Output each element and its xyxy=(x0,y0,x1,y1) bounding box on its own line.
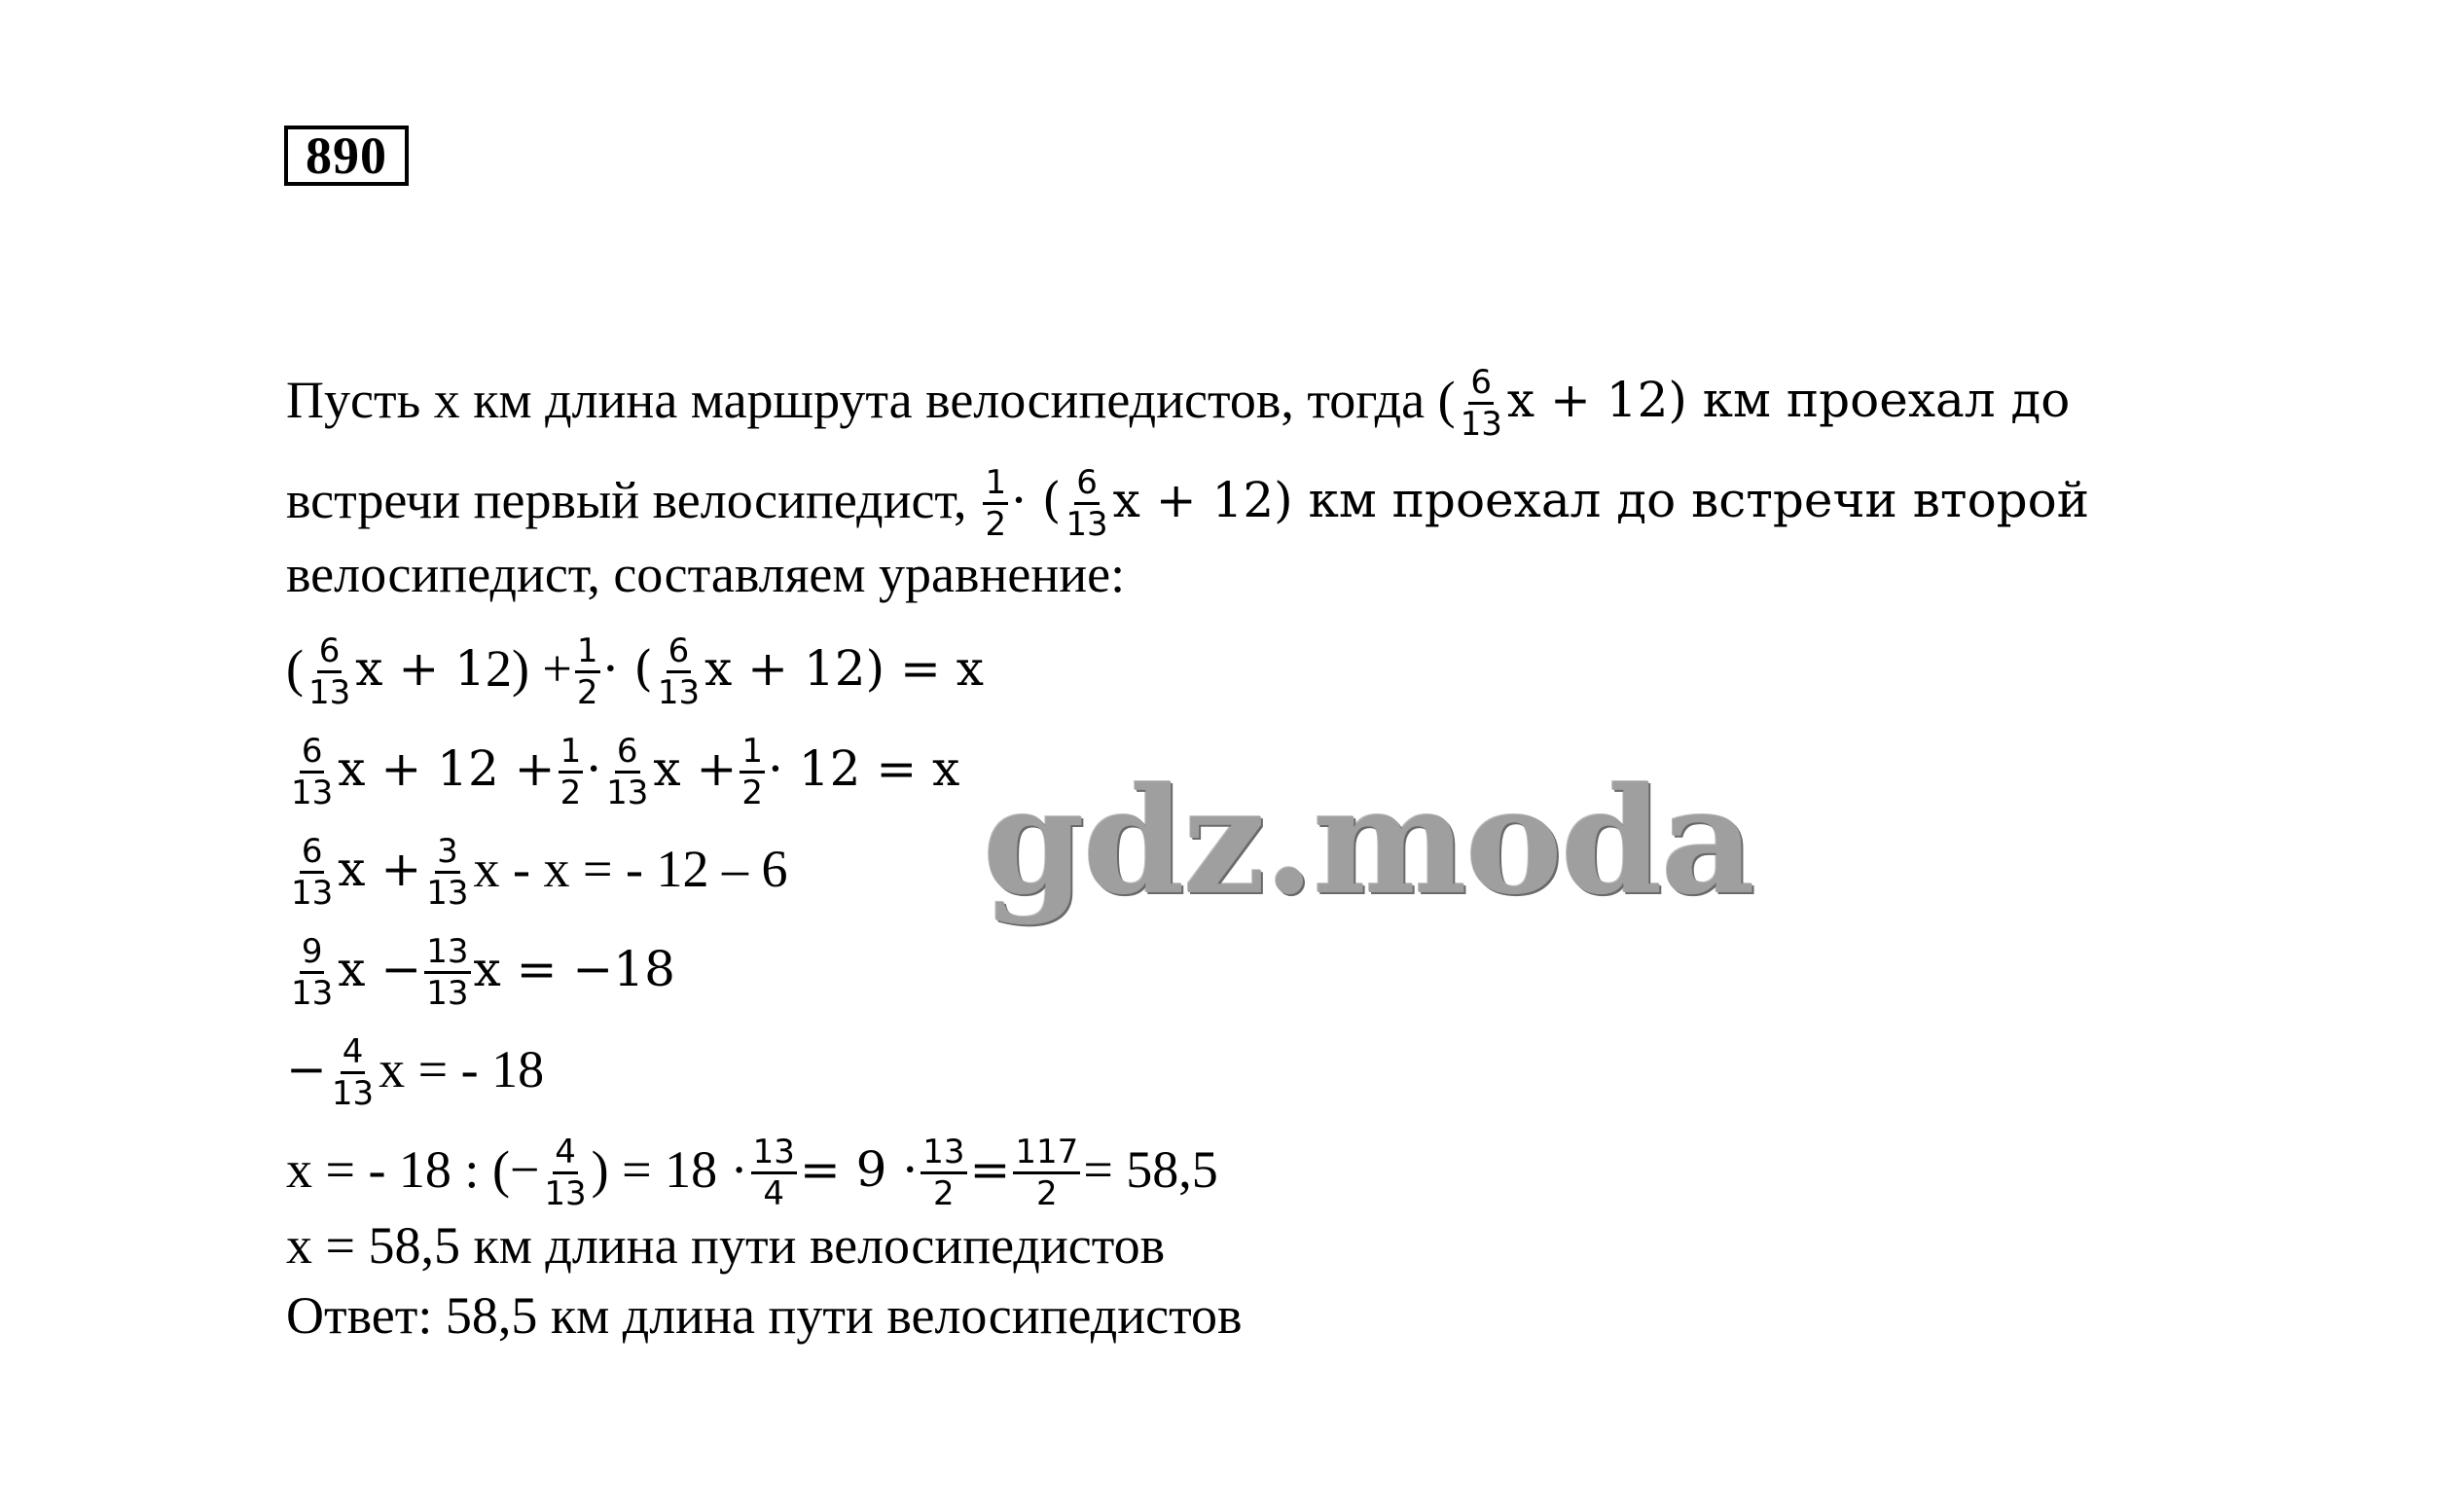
fraction-13-2 xyxy=(921,1133,966,1213)
fraction-denominator: 13 xyxy=(291,874,334,913)
eq3-part-b: x - x = - 12 – 6 xyxy=(473,839,788,898)
eq1-part-e: x + 12) = x xyxy=(704,639,984,697)
fraction-numerator: 6 xyxy=(300,832,325,874)
fraction-4-13 xyxy=(542,1133,588,1213)
fraction-denominator: 2 xyxy=(560,774,582,812)
eq2-part-c: x + xyxy=(653,739,738,797)
fraction-numerator: 117 xyxy=(1013,1133,1080,1174)
fraction-numerator: 6 xyxy=(615,732,640,774)
intro-line-1 xyxy=(286,359,2071,444)
intro-text-2b: · ( xyxy=(1011,471,1062,528)
intro-text-1a: Пусть х км длина маршрута велосипедистов, тогда ( xyxy=(286,370,1456,429)
fraction-1-2 xyxy=(559,732,584,812)
eq2-part-a: x + 12 + xyxy=(338,739,556,797)
eq5-part-a: − xyxy=(286,1040,327,1098)
task-number: 890 xyxy=(284,126,409,186)
eq1-part-c: 2) + xyxy=(485,638,572,698)
eq3-part-a: x + xyxy=(338,840,422,897)
intro-text-2a: встречи первый велосипедист, xyxy=(286,470,967,529)
intro-text-2c: x + 12) км проехал до встречи второй xyxy=(1112,471,2090,528)
equation-6 xyxy=(286,1129,1218,1213)
eq6-part-d: = xyxy=(969,1140,1011,1198)
intro-text-1b: x + 12) км проехал до xyxy=(1506,371,2071,428)
fraction-denominator: 2 xyxy=(576,673,598,712)
equation-5 xyxy=(286,1028,545,1113)
fraction-6-13 xyxy=(289,732,335,812)
fraction-numerator: 1 xyxy=(559,732,584,774)
fraction-denominator: 2 xyxy=(1036,1174,1058,1213)
fraction-1-2 xyxy=(740,732,765,812)
fraction-6-13 xyxy=(656,631,702,712)
fraction-numerator: 6 xyxy=(1468,363,1494,405)
fraction-6-13 xyxy=(289,832,335,913)
equation-4 xyxy=(286,928,675,1013)
equation-2 xyxy=(286,728,960,812)
intro-line-2 xyxy=(286,459,2090,544)
fraction-numerator: 13 xyxy=(921,1133,966,1174)
fraction-denominator: 13 xyxy=(307,673,351,712)
fraction-6-13 xyxy=(1064,463,1109,544)
fraction-numerator: 13 xyxy=(751,1133,797,1174)
fraction-denominator: 13 xyxy=(657,673,701,712)
fraction-numerator: 6 xyxy=(667,631,692,673)
fraction-denominator: 13 xyxy=(426,874,469,913)
fraction-denominator: 13 xyxy=(1065,505,1108,544)
eq6-part-b: ) = 18 · xyxy=(591,1139,748,1199)
eq2-part-d: · 12 = x xyxy=(768,739,960,797)
fraction-numerator: 6 xyxy=(1074,463,1100,505)
fraction-117-2 xyxy=(1013,1133,1080,1213)
fraction-1-2 xyxy=(983,463,1008,544)
eq6-part-a: x = - 18 : (− xyxy=(286,1139,540,1199)
eq1-part-d: · ( xyxy=(602,639,653,697)
fraction-denominator: 2 xyxy=(741,774,764,812)
fraction-numerator: 6 xyxy=(317,631,343,673)
equation-1 xyxy=(286,628,984,712)
fraction-denominator: 2 xyxy=(985,505,1007,544)
fraction-6-13 xyxy=(1459,363,1504,444)
fraction-denominator: 4 xyxy=(763,1174,785,1213)
fraction-numerator: 13 xyxy=(424,932,470,974)
result-line xyxy=(286,1216,1165,1275)
fraction-numerator: 3 xyxy=(435,832,460,874)
fraction-denominator: 13 xyxy=(426,974,469,1013)
eq1-part-a: ( xyxy=(286,638,304,698)
eq4-part-a: x − xyxy=(338,940,422,997)
equation-3 xyxy=(286,828,788,913)
fraction-numerator: 6 xyxy=(300,732,325,774)
fraction-9-13 xyxy=(289,932,335,1013)
fraction-numerator: 1 xyxy=(983,463,1008,505)
eq4-part-b: x = −18 xyxy=(473,940,675,997)
fraction-numerator: 1 xyxy=(740,732,765,774)
fraction-6-13 xyxy=(307,631,352,712)
answer-text: Ответ: 58,5 км длина пути велосипедистов xyxy=(286,1286,1243,1345)
fraction-denominator: 13 xyxy=(331,1074,375,1113)
fraction-numerator: 9 xyxy=(300,932,325,974)
eq2-part-b: · xyxy=(586,739,602,797)
fraction-1-2 xyxy=(575,631,600,712)
eq1-part-b: x + 1 xyxy=(355,639,486,697)
fraction-13-4 xyxy=(751,1133,797,1213)
fraction-denominator: 13 xyxy=(544,1174,587,1213)
fraction-numerator: 4 xyxy=(341,1032,366,1074)
watermark-logo: gdz.moda xyxy=(983,756,1754,927)
intro-text-3: велосипедист, составляем уравнение: xyxy=(286,545,1126,603)
fraction-numerator: 4 xyxy=(553,1133,578,1174)
fraction-3-13 xyxy=(424,832,470,913)
fraction-denominator: 13 xyxy=(291,774,334,812)
eq5-part-b: x = - 18 xyxy=(379,1039,545,1098)
answer-line xyxy=(286,1286,1243,1345)
fraction-denominator: 13 xyxy=(606,774,649,812)
fraction-6-13 xyxy=(604,732,650,812)
fraction-denominator: 2 xyxy=(933,1174,955,1213)
fraction-4-13 xyxy=(330,1032,376,1113)
eq6-part-e: = 58,5 xyxy=(1083,1139,1218,1199)
fraction-13-13 xyxy=(424,932,470,1013)
result-text: х = 58,5 км длина пути велосипедистов xyxy=(286,1216,1166,1275)
fraction-denominator: 13 xyxy=(291,974,334,1013)
fraction-denominator: 13 xyxy=(1460,405,1502,444)
intro-line-3 xyxy=(286,545,1125,603)
fraction-numerator: 1 xyxy=(575,631,600,673)
eq6-part-c: = 9 · xyxy=(799,1140,919,1198)
